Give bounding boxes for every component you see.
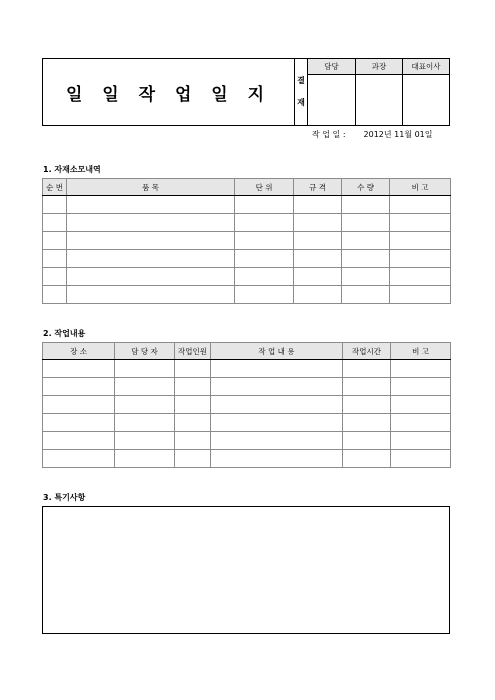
table-cell[interactable] [43,196,67,214]
table-cell[interactable] [175,450,211,468]
table-cell[interactable] [294,250,342,268]
table-cell[interactable] [294,232,342,250]
col-header-person: 담 당 자 [115,343,175,360]
table-cell[interactable] [175,378,211,396]
table-cell[interactable] [235,250,294,268]
table-row [43,396,451,414]
table-cell[interactable] [343,432,391,450]
table-cell[interactable] [342,232,390,250]
section1-title: 1. 자재소모내역 [43,165,101,174]
table-cell[interactable] [391,396,451,414]
table-cell[interactable] [390,250,451,268]
table-cell[interactable] [343,378,391,396]
table-cell[interactable] [115,414,175,432]
col-header-item: 품 목 [67,179,235,196]
table-cell[interactable] [175,360,211,378]
table-row [43,286,451,304]
table-cell[interactable] [43,214,67,232]
table-cell[interactable] [343,360,391,378]
table-cell[interactable] [67,250,235,268]
table-cell[interactable] [175,414,211,432]
table-row [43,196,451,214]
table-cell[interactable] [391,414,451,432]
approval-head-staff: 담당 [308,59,355,75]
table-cell[interactable] [43,450,115,468]
approval-col-ceo [403,59,449,125]
col-header-remarks: 비 고 [391,343,451,360]
table-cell[interactable] [390,286,451,304]
notes-box[interactable] [42,506,450,634]
table-cell[interactable] [115,450,175,468]
table-cell[interactable] [294,196,342,214]
header-box [42,58,450,126]
approval-label-top: 결 [297,76,305,85]
table-cell[interactable] [342,214,390,232]
materials-table-body [43,196,451,304]
table-cell[interactable] [390,232,451,250]
col-header-location: 장 소 [43,343,115,360]
table-cell[interactable] [342,268,390,286]
table-cell[interactable] [67,214,235,232]
work-date-value: 2012년 11월 01일 [363,130,433,139]
table-row [43,232,451,250]
table-row [43,214,451,232]
table-cell[interactable] [391,360,451,378]
table-cell[interactable] [235,196,294,214]
table-cell[interactable] [43,432,115,450]
table-header-row [43,179,451,196]
col-header-work-content: 작 업 내 용 [211,343,343,360]
col-header-no: 순 번 [43,179,67,196]
table-cell[interactable] [211,360,343,378]
col-header-qty: 수 량 [342,179,390,196]
table-cell[interactable] [67,268,235,286]
table-cell[interactable] [343,396,391,414]
table-cell[interactable] [175,432,211,450]
col-header-workers: 작업인원 [175,343,211,360]
approval-col-staff [308,59,356,125]
table-row [43,450,451,468]
table-cell[interactable] [343,450,391,468]
col-header-unit: 단 위 [235,179,294,196]
work-content-table [42,342,451,468]
col-header-spec: 규 격 [294,179,342,196]
materials-table [42,178,451,304]
approval-col-manager [356,59,403,125]
work-date [312,129,433,140]
table-cell[interactable] [390,214,451,232]
table-cell[interactable] [43,286,67,304]
table-cell[interactable] [43,378,115,396]
table-cell[interactable] [43,414,115,432]
approval-label [295,59,308,125]
table-cell[interactable] [115,432,175,450]
table-cell[interactable] [115,360,175,378]
table-row [43,268,451,286]
approval-head-ceo: 대표이사 [403,59,449,75]
table-row [43,250,451,268]
table-cell[interactable] [343,414,391,432]
table-cell[interactable] [211,432,343,450]
table-cell[interactable] [115,396,175,414]
table-cell[interactable] [67,196,235,214]
table-cell[interactable] [43,232,67,250]
table-cell[interactable] [342,286,390,304]
table-cell[interactable] [342,250,390,268]
table-cell[interactable] [43,250,67,268]
table-cell[interactable] [67,232,235,250]
approval-label-bottom: 재 [297,98,305,107]
section2-title: 2. 작업내용 [43,329,86,338]
table-row [43,378,451,396]
table-cell[interactable] [43,360,115,378]
table-cell[interactable] [43,396,115,414]
table-cell[interactable] [235,232,294,250]
table-cell[interactable] [390,268,451,286]
document-title: 일 일 작 업 일 지 [43,59,295,125]
table-row [43,414,451,432]
table-cell[interactable] [43,268,67,286]
section3-title: 3. 특기사항 [43,493,86,502]
table-cell[interactable] [235,286,294,304]
table-cell[interactable] [294,268,342,286]
col-header-remarks: 비 고 [390,179,451,196]
table-cell[interactable] [211,414,343,432]
table-cell[interactable] [115,378,175,396]
table-cell[interactable] [391,450,451,468]
table-cell[interactable] [67,286,235,304]
table-cell[interactable] [235,214,294,232]
table-cell[interactable] [391,432,451,450]
table-cell[interactable] [342,196,390,214]
col-header-work-time: 작업시간 [343,343,391,360]
table-cell[interactable] [211,378,343,396]
work-date-label: 작 업 일 : [312,130,346,139]
table-row [43,432,451,450]
table-cell[interactable] [211,450,343,468]
table-cell[interactable] [390,196,451,214]
table-cell[interactable] [175,396,211,414]
table-row [43,360,451,378]
approval-head-manager: 과장 [356,59,402,75]
table-cell[interactable] [211,396,343,414]
work-content-table-body [43,360,451,468]
table-header-row [43,343,451,360]
table-cell[interactable] [294,286,342,304]
table-cell[interactable] [294,214,342,232]
table-cell[interactable] [235,268,294,286]
table-cell[interactable] [391,378,451,396]
